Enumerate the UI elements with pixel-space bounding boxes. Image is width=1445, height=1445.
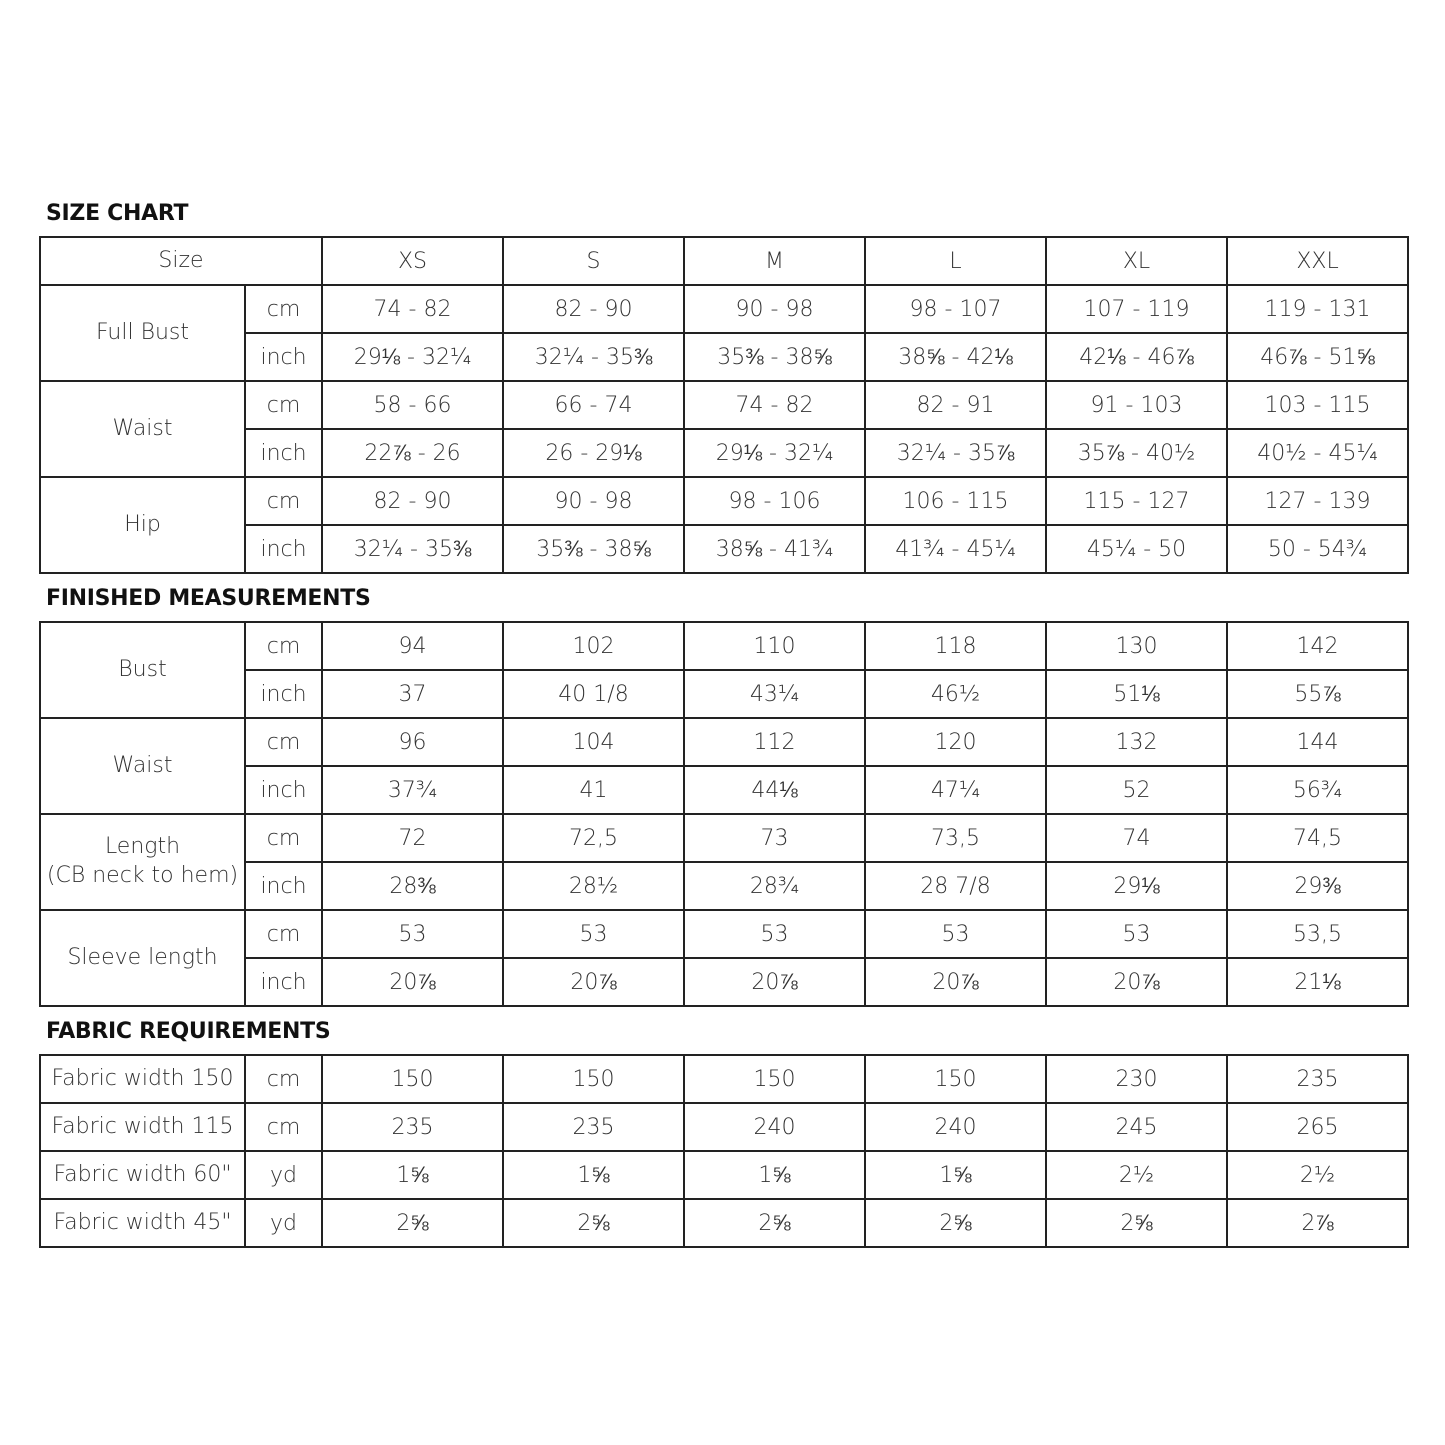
table-row xyxy=(40,1055,1408,1103)
value-cell: 1⅝ xyxy=(322,1151,503,1199)
value-cell: 150 xyxy=(322,1055,503,1103)
value-cell: 47¼ xyxy=(865,766,1046,814)
finished-measurements-title: FINISHED MEASUREMENTS xyxy=(46,586,371,611)
table-row xyxy=(40,862,1408,910)
value-cell: 230 xyxy=(1046,1055,1227,1103)
fabric-width-label: Fabric width 150 xyxy=(40,1055,245,1103)
value-cell: 29⅛ - 32¼ xyxy=(684,429,865,477)
unit-cell: yd xyxy=(245,1199,322,1247)
value-cell: 55⅞ xyxy=(1227,670,1408,718)
value-cell: 265 xyxy=(1227,1103,1408,1151)
value-cell: 98 - 106 xyxy=(684,477,865,525)
fabric-width-label: Fabric width 60" xyxy=(40,1151,245,1199)
value-cell: 235 xyxy=(1227,1055,1408,1103)
value-cell: 240 xyxy=(684,1103,865,1151)
size-header-cell: M xyxy=(684,237,865,285)
value-cell: 245 xyxy=(1046,1103,1227,1151)
fabric-width-label: Fabric width 45" xyxy=(40,1199,245,1247)
value-cell: 90 - 98 xyxy=(503,477,684,525)
size-header-cell: XL xyxy=(1046,237,1227,285)
value-cell: 28¾ xyxy=(684,862,865,910)
value-cell: 56¾ xyxy=(1227,766,1408,814)
value-cell: 103 - 115 xyxy=(1227,381,1408,429)
value-cell: 150 xyxy=(865,1055,1046,1103)
value-cell: 142 xyxy=(1227,622,1408,670)
value-cell: 37 xyxy=(322,670,503,718)
value-cell: 2⅝ xyxy=(503,1199,684,1247)
value-cell: 35⅜ - 38⅝ xyxy=(684,333,865,381)
value-cell: 1⅝ xyxy=(503,1151,684,1199)
value-cell: 2⅝ xyxy=(322,1199,503,1247)
value-cell: 20⅞ xyxy=(1046,958,1227,1006)
table-row xyxy=(40,1199,1408,1247)
value-cell: 150 xyxy=(503,1055,684,1103)
value-cell: 2½ xyxy=(1227,1151,1408,1199)
value-cell: 74 - 82 xyxy=(322,285,503,333)
value-cell: 58 - 66 xyxy=(322,381,503,429)
unit-cell: cm xyxy=(245,381,322,429)
value-cell: 96 xyxy=(322,718,503,766)
value-cell: 72,5 xyxy=(503,814,684,862)
measurement-label: Hip xyxy=(40,477,245,573)
value-cell: 21⅛ xyxy=(1227,958,1408,1006)
fabric-requirements-table xyxy=(39,1054,1409,1248)
value-cell: 50 - 54¾ xyxy=(1227,525,1408,573)
value-cell: 20⅞ xyxy=(503,958,684,1006)
value-cell: 53 xyxy=(1046,910,1227,958)
value-cell: 107 - 119 xyxy=(1046,285,1227,333)
unit-cell: inch xyxy=(245,958,322,1006)
value-cell: 45¼ - 50 xyxy=(1046,525,1227,573)
value-cell: 35⅞ - 40½ xyxy=(1046,429,1227,477)
value-cell: 53 xyxy=(322,910,503,958)
table-row xyxy=(40,766,1408,814)
table-row xyxy=(40,958,1408,1006)
table-row xyxy=(40,333,1408,381)
value-cell: 28⅜ xyxy=(322,862,503,910)
value-cell: 29⅛ - 32¼ xyxy=(322,333,503,381)
value-cell: 119 - 131 xyxy=(1227,285,1408,333)
value-cell: 35⅜ - 38⅝ xyxy=(503,525,684,573)
value-cell: 53 xyxy=(503,910,684,958)
value-cell: 110 xyxy=(684,622,865,670)
measurement-label: Waist xyxy=(40,718,245,814)
measurement-label: Sleeve length xyxy=(40,910,245,1006)
value-cell: 43¼ xyxy=(684,670,865,718)
value-cell: 38⅝ - 42⅛ xyxy=(865,333,1046,381)
size-header-row xyxy=(40,237,1408,285)
value-cell: 115 - 127 xyxy=(1046,477,1227,525)
value-cell: 40½ - 45¼ xyxy=(1227,429,1408,477)
value-cell: 53,5 xyxy=(1227,910,1408,958)
value-cell: 40 1/8 xyxy=(503,670,684,718)
measurement-label: Bust xyxy=(40,622,245,718)
value-cell: 41¾ - 45¼ xyxy=(865,525,1046,573)
unit-cell: cm xyxy=(245,477,322,525)
value-cell: 2⅞ xyxy=(1227,1199,1408,1247)
value-cell: 29⅛ xyxy=(1046,862,1227,910)
table-row xyxy=(40,429,1408,477)
value-cell: 51⅛ xyxy=(1046,670,1227,718)
value-cell: 2½ xyxy=(1046,1151,1227,1199)
value-cell: 74,5 xyxy=(1227,814,1408,862)
unit-cell: cm xyxy=(245,910,322,958)
value-cell: 74 - 82 xyxy=(684,381,865,429)
size-chart-table xyxy=(39,236,1409,574)
value-cell: 98 - 107 xyxy=(865,285,1046,333)
size-header-cell: L xyxy=(865,237,1046,285)
value-cell: 1⅝ xyxy=(865,1151,1046,1199)
table-row xyxy=(40,381,1408,429)
value-cell: 66 - 74 xyxy=(503,381,684,429)
value-cell: 46⅞ - 51⅝ xyxy=(1227,333,1408,381)
value-cell: 130 xyxy=(1046,622,1227,670)
value-cell: 112 xyxy=(684,718,865,766)
table-row xyxy=(40,670,1408,718)
unit-cell: cm xyxy=(245,718,322,766)
value-cell: 53 xyxy=(684,910,865,958)
measurement-label: Waist xyxy=(40,381,245,477)
measurement-label: Length (CB neck to hem) xyxy=(40,814,245,910)
unit-cell: cm xyxy=(245,285,322,333)
value-cell: 127 - 139 xyxy=(1227,477,1408,525)
value-cell: 91 - 103 xyxy=(1046,381,1227,429)
value-cell: 82 - 91 xyxy=(865,381,1046,429)
value-cell: 38⅝ - 41¾ xyxy=(684,525,865,573)
value-cell: 42⅛ - 46⅞ xyxy=(1046,333,1227,381)
value-cell: 20⅞ xyxy=(865,958,1046,1006)
size-chart-title: SIZE CHART xyxy=(46,201,189,226)
value-cell: 37¾ xyxy=(322,766,503,814)
table-row xyxy=(40,718,1408,766)
value-cell: 106 - 115 xyxy=(865,477,1046,525)
value-cell: 82 - 90 xyxy=(322,477,503,525)
size-header-cell: XXL xyxy=(1227,237,1408,285)
value-cell: 118 xyxy=(865,622,1046,670)
value-cell: 53 xyxy=(865,910,1046,958)
unit-cell: inch xyxy=(245,766,322,814)
value-cell: 82 - 90 xyxy=(503,285,684,333)
value-cell: 20⅞ xyxy=(684,958,865,1006)
value-cell: 22⅞ - 26 xyxy=(322,429,503,477)
finished-measurements-table xyxy=(39,621,1409,1007)
size-header-label: Size xyxy=(40,237,322,285)
unit-cell: cm xyxy=(245,814,322,862)
value-cell: 74 xyxy=(1046,814,1227,862)
value-cell: 102 xyxy=(503,622,684,670)
fabric-width-label: Fabric width 115 xyxy=(40,1103,245,1151)
value-cell: 26 - 29⅛ xyxy=(503,429,684,477)
value-cell: 2⅝ xyxy=(865,1199,1046,1247)
fabric-requirements-title: FABRIC REQUIREMENTS xyxy=(46,1019,331,1044)
value-cell: 28½ xyxy=(503,862,684,910)
value-cell: 240 xyxy=(865,1103,1046,1151)
value-cell: 2⅝ xyxy=(684,1199,865,1247)
value-cell: 94 xyxy=(322,622,503,670)
value-cell: 52 xyxy=(1046,766,1227,814)
size-header-cell: S xyxy=(503,237,684,285)
table-row xyxy=(40,814,1408,862)
value-cell: 32¼ - 35⅜ xyxy=(503,333,684,381)
value-cell: 73 xyxy=(684,814,865,862)
size-header-cell: XS xyxy=(322,237,503,285)
value-cell: 144 xyxy=(1227,718,1408,766)
table-row xyxy=(40,285,1408,333)
table-row xyxy=(40,622,1408,670)
value-cell: 20⅞ xyxy=(322,958,503,1006)
unit-cell: inch xyxy=(245,429,322,477)
table-row xyxy=(40,910,1408,958)
table-row xyxy=(40,1151,1408,1199)
table-row xyxy=(40,477,1408,525)
unit-cell: inch xyxy=(245,670,322,718)
value-cell: 120 xyxy=(865,718,1046,766)
value-cell: 132 xyxy=(1046,718,1227,766)
value-cell: 46½ xyxy=(865,670,1046,718)
value-cell: 28 7/8 xyxy=(865,862,1046,910)
value-cell: 1⅝ xyxy=(684,1151,865,1199)
unit-cell: inch xyxy=(245,333,322,381)
table-row xyxy=(40,1103,1408,1151)
measurement-label: Full Bust xyxy=(40,285,245,381)
unit-cell: cm xyxy=(245,1103,322,1151)
value-cell: 32¼ - 35⅜ xyxy=(322,525,503,573)
value-cell: 73,5 xyxy=(865,814,1046,862)
unit-cell: cm xyxy=(245,1055,322,1103)
value-cell: 2⅝ xyxy=(1046,1199,1227,1247)
unit-cell: yd xyxy=(245,1151,322,1199)
table-row xyxy=(40,525,1408,573)
unit-cell: inch xyxy=(245,525,322,573)
value-cell: 104 xyxy=(503,718,684,766)
value-cell: 32¼ - 35⅞ xyxy=(865,429,1046,477)
value-cell: 90 - 98 xyxy=(684,285,865,333)
value-cell: 150 xyxy=(684,1055,865,1103)
value-cell: 41 xyxy=(503,766,684,814)
value-cell: 44⅛ xyxy=(684,766,865,814)
unit-cell: inch xyxy=(245,862,322,910)
unit-cell: cm xyxy=(245,622,322,670)
value-cell: 235 xyxy=(322,1103,503,1151)
value-cell: 72 xyxy=(322,814,503,862)
value-cell: 235 xyxy=(503,1103,684,1151)
value-cell: 29⅜ xyxy=(1227,862,1408,910)
